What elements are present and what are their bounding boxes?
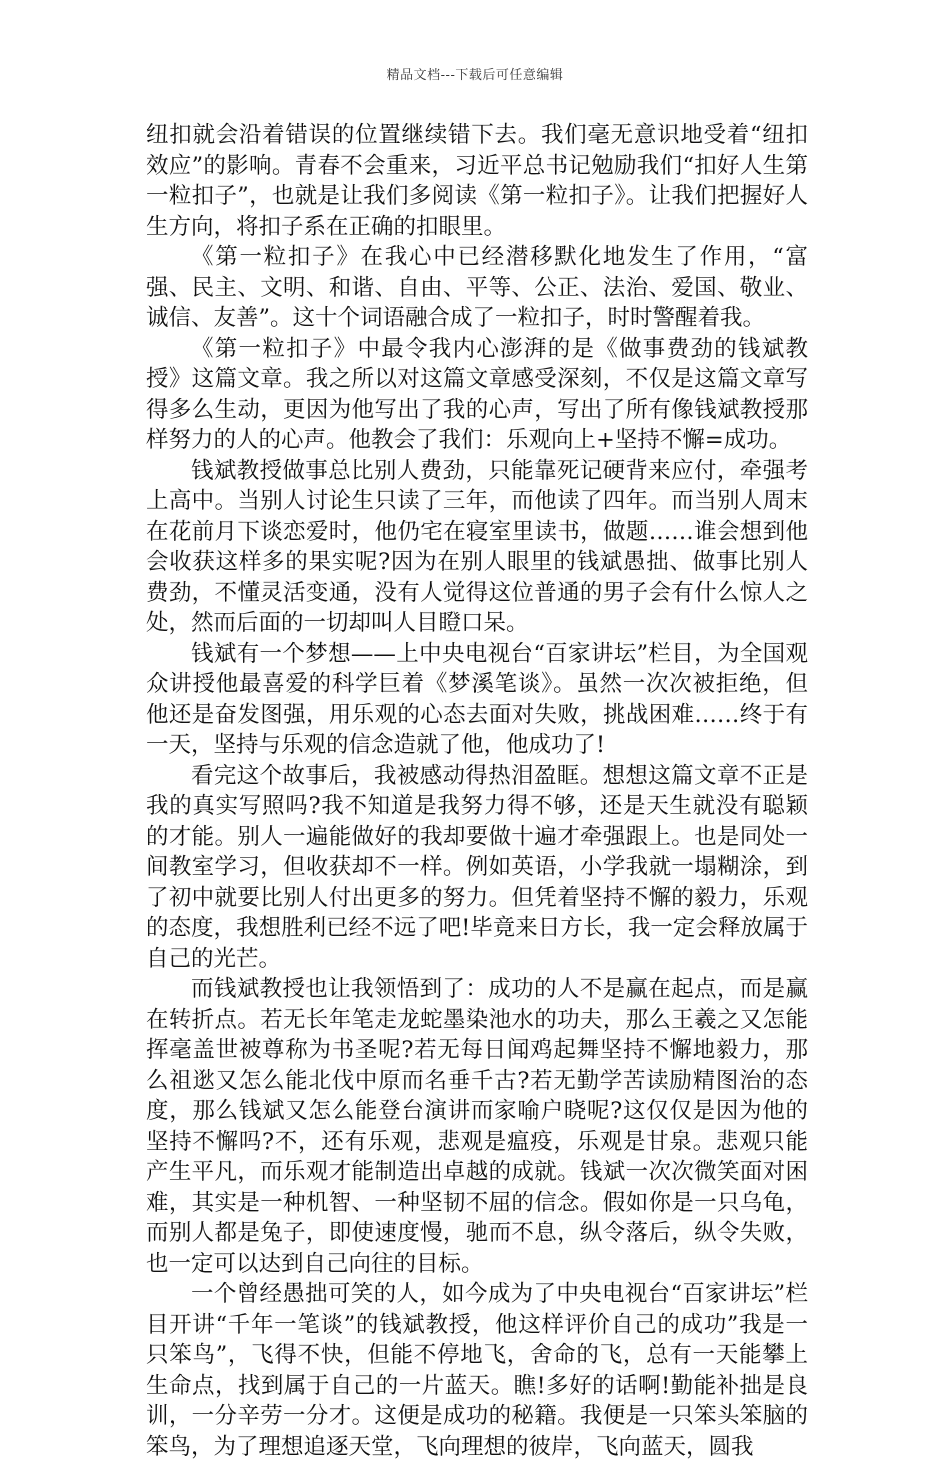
paragraph: 而钱斌教授也让我领悟到了：成功的人不是赢在起点，而是赢在转折点。若无长年笔走龙蛇墨染池水的功夫，那么王羲之又怎能挥毫盖世被尊称为书圣呢?若无每日闻鸡起舞坚持不懈地毅力，那么祖逖又怎么能北伐中原而名垂千古?若无勤学苦读励精图治的态度，那么钱斌又怎么能登台演讲而家喻户晓呢?这仅仅是因为他的坚持不懈吗?不，还有乐观，悲观是瘟疫，乐观是甘泉。悲观只能产生平凡，而乐观才能制造出卓越的成就。钱斌一次次微笑面对困难，其实是一种机智、一种坚韧不屈的信念。假如你是一只乌龟，而别人都是兔子，即使速度慢，驰而不息，纵令落后，纵令失败，也一定可以达到自己向往的目标。	[146, 976, 808, 1277]
paragraph: 钱斌教授做事总比别人费劲，只能靠死记硬背来应付，牵强考上高中。当别人讨论生只读了三年，而他读了四年。而当别人周末在花前月下谈恋爱时，他仍宅在寝室里读书，做题……谁会想到他会收获这样多的果实呢?因为在别人眼里的钱斌愚拙、做事比别人费劲，不懂灵活变通，没有人觉得这位普通的男子会有什么惊人之处，然而后面的一切却叫人目瞪口呆。	[146, 457, 808, 636]
document-body	[146, 120, 808, 1462]
paragraph: 《第一粒扣子》中最令我内心澎湃的是《做事费劲的钱斌教授》这篇文章。我之所以对这篇文章感受深刻，不仅是这篇文章写得多么生动，更因为他写出了我的心声，写出了所有像钱斌教授那样努力的人的心声。他教会了我们：乐观向上+坚持不懈=成功。	[146, 335, 808, 453]
paragraph: 纽扣就会沿着错误的位置继续错下去。我们毫无意识地受着“纽扣效应”的影响。青春不会重来，习近平总书记勉励我们“扣好人生第一粒扣子”，也就是让我们多阅读《第一粒扣子》。让我们把握好人生方向，将扣子系在正确的扣眼里。	[146, 122, 808, 240]
paragraph: 《第一粒扣子》在我心中已经潜移默化地发生了作用，“富强、民主、文明、和谐、自由、平等、公正、法治、爱国、敬业、诚信、友善”。这十个词语融合成了一粒扣子，时时警醒着我。	[146, 244, 808, 331]
page-header: 精品文档---下载后可任意编辑	[386, 68, 564, 83]
paragraph: 看完这个故事后，我被感动得热泪盈眶。想想这篇文章不正是我的真实写照吗?我不知道是我努力得不够，还是天生就没有聪颖的才能。别人一遍能做好的我却要做十遍才牵强跟上。也是同处一间教室学习，但收获却不一样。例如英语，小学我就一塌糊涂，到了初中就要比别人付出更多的努力。但凭着坚持不懈的毅力，乐观的态度，我想胜利已经不远了吧!毕竟来日方长，我一定会释放属于自己的光芒。	[146, 762, 808, 972]
paragraph: 一个曾经愚拙可笑的人，如今成为了中央电视台“百家讲坛”栏目开讲“千年一笔谈”的钱斌教授，他这样评价自己的成功”我是一只笨鸟”，飞得不快，但能不停地飞，舍命的飞，总有一天能攀上生命点，找到属于自己的一片蓝天。瞧!多好的话啊!勤能补拙是良训，一分辛劳一分才。这便是成功的秘籍。我便是一只笨头笨脑的笨鸟，为了理想追逐天堂，飞向理想的彼岸，飞向蓝天，圆我	[146, 1281, 808, 1460]
paragraph: 钱斌有一个梦想——上中央电视台“百家讲坛”栏目，为全国观众讲授他最喜爱的科学巨着《梦溪笔谈》。虽然一次次被拒绝，但他还是奋发图强，用乐观的心态去面对失败，挑战困难……终于有一天，坚持与乐观的信念造就了他，他成功了!	[146, 640, 808, 758]
